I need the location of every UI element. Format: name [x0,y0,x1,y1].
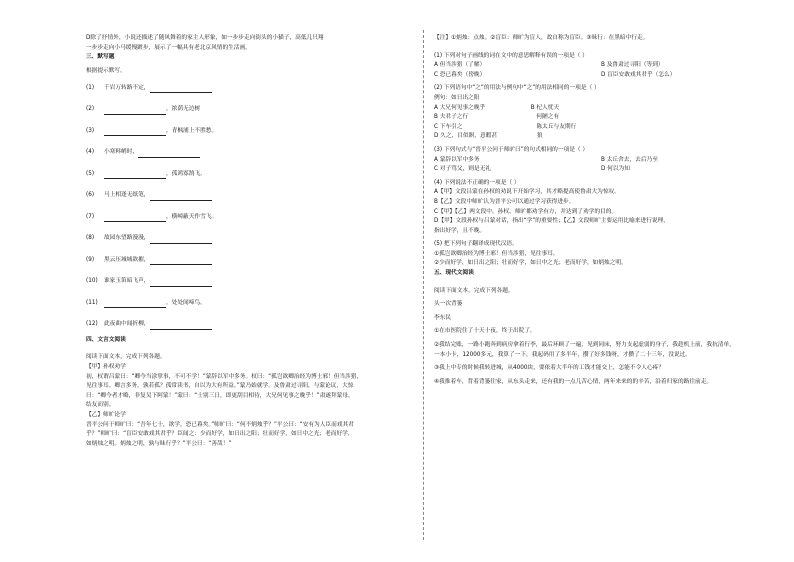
fill-item [86,144,416,158]
fill-item-number: (10) [86,278,98,285]
q1-option-d[interactable]: D 盲臣安敢戏其君乎（怎么） [601,71,676,78]
fill-item-number: (7) [86,213,95,220]
answer-blank[interactable] [150,264,212,265]
story-title: 头一次背篓 [434,301,463,308]
fill-item-text: ，浓荫无边树 [166,106,201,113]
fill-item-number: (8) [86,235,95,242]
jia-line: 初，权谓吕蒙曰：“卿今当涂掌事，不可不学！”蒙辞以军中多务。权曰：“孤岂欲卿治经为博士邪！但当涉猎， [86,373,363,380]
fill-item-number: (1) [86,84,95,91]
jia-line: 见往事耳。卿言多务，孰若孤？孤常读书，自以为大有所益。”蒙乃始就学。及鲁肃过寻阳，与蒙论议，大惊 [86,383,354,390]
q5-item-2: ②少而好学，如日出之阳；壮而好学，如日中之光；老而好学，如炳烛之明。 [434,260,627,267]
question-5-stem: (5) 把下列句子翻译成现代汉语。 [434,241,518,248]
yi-line: 如炳烛之明。炳烛之明，孰与昧行乎？”平公曰：“善哉！” [86,440,232,447]
fill-item-text: 谁家玉笛暗飞声， [104,278,150,285]
fill-in-list [86,79,416,336]
section4-instruction: 阅读下面文本，完成下列各题。 [86,354,166,361]
question-2-stem: (2) 下列语句中“之”的用法与例句中“之”的用法相同的一项是（ ） [434,85,600,92]
fill-item-text: ，孤鸿寡鹄飞。 [166,170,206,177]
fill-item [86,230,416,244]
fill-item-text: 千岩万转路不定， [104,84,150,91]
left-column [86,34,416,449]
answer-blank[interactable] [150,92,212,93]
answer-blank[interactable] [104,135,166,136]
answer-blank[interactable] [104,221,166,222]
answer-blank[interactable] [150,286,212,287]
q2-option-a[interactable]: A 大兄何见事之晚乎 B 杞人忧天 [434,104,560,111]
fill-item-text: 马上相逢无纸笔， [104,192,150,199]
q3-option-a[interactable]: A 蒙辞以军中多务 [434,156,480,163]
right-column [434,34,764,387]
fill-item [86,122,416,136]
q4-option-c[interactable]: C【甲】【乙】两文段中，孙权、师旷都劝学有方，并达到了劝学的目的。 [434,208,618,215]
fill-item-number: (6) [86,192,95,199]
answer-blank[interactable] [150,200,212,201]
column-divider [423,30,424,540]
question-2-example: 例句：如日出之阳 [434,94,480,101]
question-1-options [434,61,764,80]
answer-blank[interactable] [150,243,212,244]
section5-title: 五、现代文阅读 [434,270,474,277]
q4-option-d-cont: 指出好学，且不晚。 [434,227,486,234]
q2-option-d[interactable]: D 久之，目似瞑，意暇甚 狼 [434,133,543,140]
fill-item-number: (12) [86,321,98,328]
section5-instruction: 阅读下面文本，完成下列各题。 [434,287,514,294]
intro-line-2: 一步步走向小马缓慢踱步，展示了一幅具有老北京风情的生活画。 [86,44,251,51]
fill-item-text: 黑云压城城欲摧， [104,256,150,263]
fill-item [86,101,416,115]
q5-item-1: ①孤岂欲卿治经为博士邪！但当涉猎，见往事耳。 [434,250,559,257]
jia-line: 结友而别。 [86,402,115,409]
q1-option-b[interactable]: B 及鲁肃过寻阳（等到） [601,62,664,69]
q4-option-a[interactable]: A【甲】文段吕蒙在孙权的劝说下开始学习，其才略提高使鲁肃大为惊叹。 [434,189,620,196]
story-paragraph: 一本小卡，12000多元，我算了一下，我起码用了多半年，攒了好多钱呀，才攒了二十三年，没说过。 [434,351,691,358]
q2-option-b[interactable]: B 夫君子之行 何陋之有 [434,114,560,121]
yi-line: 晋平公问于师旷曰：“吾年七十，欲学，恐已暮矣。”师旷曰：“何不炳烛乎？”平公曰：“安有为人臣而戏其君 [86,421,354,428]
fill-item [86,187,416,201]
story-paragraph: ①在市医院住了十天十夜，终于出院了。 [434,328,536,335]
q4-option-d[interactable]: D【甲】文段孙权与吕蒙对话，指出“学”的重要性；【乙】文段师旷主要运用比喻来进行说理， [434,218,669,225]
answer-blank[interactable] [150,329,212,330]
fill-item-number: (11) [86,299,98,306]
q3-option-d[interactable]: D 何以为知 [601,166,630,173]
fill-item [86,251,416,265]
answer-blank[interactable] [104,178,166,179]
fill-item-number: (5) [86,170,95,177]
fill-item-text: 此夜曲中闻折柳， [104,321,150,328]
fill-item-text: ，处处闻啼鸟。 [166,299,206,306]
yi-line: 乎？”师旷曰：“盲臣安敢戏其君乎？臣闻之：少而好学，如日出之阳；壮而好学，如日中之光；老而好学， [86,431,354,438]
question-1-stem: (1) 下列对句子画线的词在文中的意思解释有误的一项是（ ） [434,52,588,59]
question-4-stem: (4) 下列说法不正确的一项是（ ） [434,179,520,186]
fill-item-number: (4) [86,149,95,156]
fill-item-text: ，横嶂蔽天作雪飞。 [166,213,218,220]
section3-title: 三、默写题 [86,54,115,61]
annotation-note: 【注】①炳烛：点烛。②盲臣：师旷为盲人，故自称为盲臣。③昧行：在黑暗中行走。 [434,35,649,41]
question-3-options [434,156,764,175]
fill-item [86,165,416,179]
q1-option-c[interactable]: C 恐已暮矣（傍晚） [434,71,486,78]
answer-blank[interactable] [104,114,166,115]
jia-title: 【甲】孙权劝学 [86,364,126,371]
question-3-stem: (3) 下列句式与“晋平公问于师旷曰”的句式相同的一项是（ ） [434,146,589,153]
section4-title: 四、文言文阅读 [86,336,126,343]
story-paragraph: ④我推着车，背着背篓往家，从东头走来，还有我的一点儿苦心情，两年来来的的辛苦，沿着归家的路往前走。 [434,378,713,385]
fill-item-text: 小寒料峭时， [104,149,139,156]
q4-option-b[interactable]: B【乙】文段中师旷认为晋平公可以通过学习获得进步。 [434,198,575,205]
fill-item [86,208,416,222]
fill-item-text: 故园东望路漫漫， [104,235,150,242]
story-author: 李东民 [434,314,452,321]
q3-option-b[interactable]: B 太丘舍去，去后乃至 [601,156,658,163]
jia-line: 曰：“卿今者才略，非复吴下阿蒙！”蒙曰：“士别三日，即更刮目相待，大兄何见事之晚乎！”肃遂拜蒙母， [86,392,354,399]
fill-item-number: (3) [86,127,95,134]
intro-line-1: D除了抒情外，小说还描述了随风舞着的家主人形象，如一步步走向街头的小猫子，高低几只翔 [86,35,324,41]
fill-item [86,316,416,330]
fill-item [86,79,416,93]
section3-instruction: 根据提示默写。 [86,67,126,74]
q2-option-c[interactable]: C 下车引之 陈太丘与友期行 [434,123,577,130]
answer-blank[interactable] [138,157,200,158]
q1-option-a[interactable]: A 但当涉猎（了解） [434,62,486,69]
answer-blank[interactable] [104,307,166,308]
story-paragraph: ②我结完账，一路小跑奔到病房拿着行李，最后环顾了一遍，见到同床，努力支起虚弱的身子，我趁机上前，我抗清单， [434,342,735,349]
fill-item [86,294,416,308]
yi-title: 【乙】师旷论学 [86,412,126,419]
q3-option-c[interactable]: C 对子骂父，则是无礼 [434,166,491,173]
fill-item-number: (9) [86,256,95,263]
fill-item [86,273,416,287]
fill-item-number: (2) [86,106,95,113]
story-paragraph: ③我上中专的时候我转进城，从4000块，要依着大半年的工钱才能交上，怎能不令人心疼？ [434,365,665,372]
fill-item-text: ，青枫浦上不胜愁。 [166,127,218,134]
